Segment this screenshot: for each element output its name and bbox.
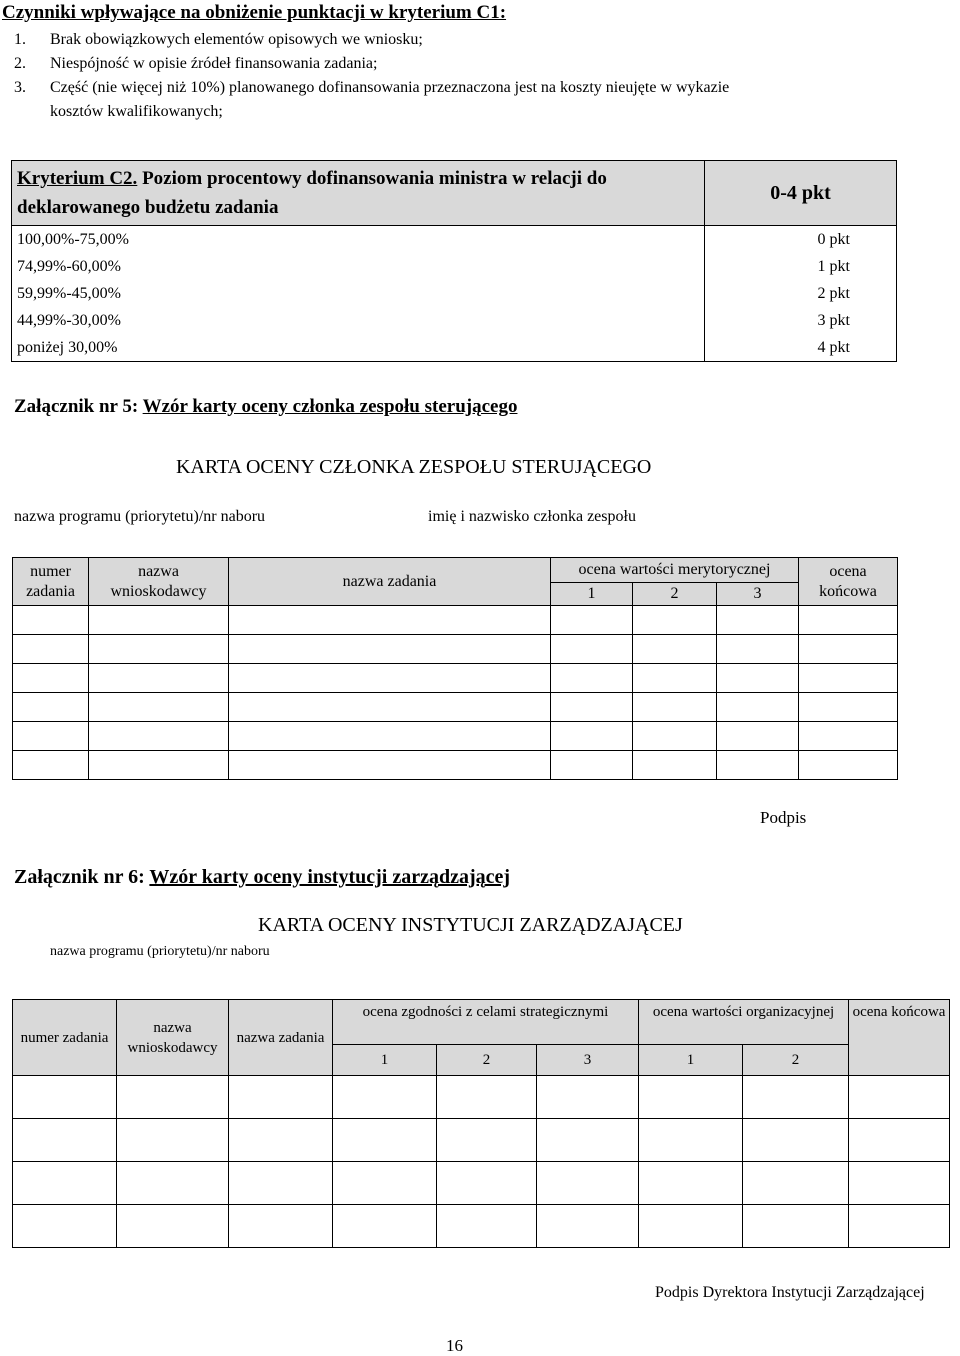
c2-points-cell: 4 pkt	[705, 334, 897, 362]
table-row	[12, 307, 897, 334]
table-row	[12, 226, 897, 254]
table-row	[12, 334, 897, 362]
table-cell[interactable]	[639, 1205, 743, 1248]
c2-range-cell: 100,00%-75,00%	[12, 226, 705, 254]
table-cell[interactable]	[633, 693, 717, 722]
z5-card-title: KARTA OCENY CZŁONKA ZESPOŁU STERUJĄCEGO	[176, 456, 652, 478]
table-cell[interactable]	[799, 635, 898, 664]
table-cell[interactable]	[229, 693, 551, 722]
table-cell[interactable]	[717, 635, 799, 664]
table-cell[interactable]	[13, 635, 89, 664]
table-cell[interactable]	[13, 1119, 117, 1162]
z6-col-zadanie: nazwa zadania	[229, 1000, 333, 1076]
c2-range-cell: poniżej 30,00%	[12, 334, 705, 362]
list-item-continuation: kosztów kwalifikowanych;	[50, 103, 223, 120]
table-cell[interactable]	[229, 751, 551, 780]
table-cell[interactable]	[13, 751, 89, 780]
z6-col-zgodnosc: ocena zgodności z celami strategicznymi	[333, 1000, 639, 1045]
table-cell[interactable]	[551, 722, 633, 751]
table-row	[13, 664, 898, 693]
z5-col-zadanie: nazwa zadania	[229, 558, 551, 606]
table-cell[interactable]	[89, 693, 229, 722]
c2-points-cell: 2 pkt	[705, 280, 897, 307]
table-cell[interactable]	[333, 1076, 437, 1119]
table-cell[interactable]	[13, 693, 89, 722]
table-cell[interactable]	[799, 722, 898, 751]
table-cell[interactable]	[537, 1076, 639, 1119]
table-cell[interactable]	[551, 751, 633, 780]
z6-sub-zgodnosc-3: 3	[537, 1045, 639, 1076]
table-cell[interactable]	[13, 1162, 117, 1205]
z5-signature-label: Podpis	[760, 808, 807, 827]
table-cell[interactable]	[743, 1162, 849, 1205]
list-item-text: Niespójność w opisie źródeł finansowania zadania;	[50, 55, 378, 72]
table-cell[interactable]	[849, 1205, 950, 1248]
list-item	[14, 28, 914, 52]
table-cell[interactable]	[229, 1205, 333, 1248]
table-cell[interactable]	[117, 1076, 229, 1119]
table-cell[interactable]	[717, 751, 799, 780]
list-item-text: Część (nie więcej niż 10%) planowanego dofinansowania przeznaczona jest na koszty nieujęte w wykazie	[50, 79, 730, 96]
table-cell[interactable]	[743, 1119, 849, 1162]
table-cell[interactable]	[551, 635, 633, 664]
z6-heading-prefix: Załącznik nr 6:	[14, 866, 150, 888]
c2-points-cell: 3 pkt	[705, 307, 897, 334]
z6-sub-zgodnosc-1: 1	[333, 1045, 437, 1076]
z6-heading-title: Wzór karty oceny instytucji zarządzającej	[149, 866, 511, 888]
table-cell[interactable]	[229, 722, 551, 751]
c2-range-cell: 44,99%-30,00%	[12, 307, 705, 334]
z5-col-numer: numer zadania	[13, 558, 89, 606]
c1-list	[14, 28, 914, 124]
list-item-number: 1.	[14, 31, 26, 48]
z5-heading-prefix: Załącznik nr 5:	[14, 396, 143, 417]
z5-col-wnioskodawca: nazwa wnioskodawcy	[89, 558, 229, 606]
z5-sub-2: 2	[633, 583, 717, 606]
table-cell[interactable]	[229, 1076, 333, 1119]
table-row	[13, 1076, 950, 1119]
z6-col-numer: numer zadania	[13, 1000, 117, 1076]
table-row	[13, 722, 898, 751]
table-cell[interactable]	[639, 1119, 743, 1162]
table-cell[interactable]	[89, 722, 229, 751]
table-cell[interactable]	[537, 1119, 639, 1162]
c2-range-cell: 59,99%-45,00%	[12, 280, 705, 307]
table-cell[interactable]	[229, 664, 551, 693]
table-cell[interactable]	[13, 606, 89, 635]
c2-criteria-table	[11, 160, 897, 362]
page-number: 16	[446, 1336, 463, 1355]
table-cell[interactable]	[437, 1205, 537, 1248]
table-cell[interactable]	[229, 635, 551, 664]
z5-sub-1: 1	[551, 583, 633, 606]
table-cell[interactable]	[537, 1162, 639, 1205]
table-cell[interactable]	[743, 1205, 849, 1248]
table-cell[interactable]	[229, 1162, 333, 1205]
table-cell[interactable]	[799, 693, 898, 722]
table-cell[interactable]	[717, 722, 799, 751]
table-cell[interactable]	[639, 1076, 743, 1119]
z6-heading	[14, 866, 510, 889]
c2-points-cell: 0 pkt	[705, 226, 897, 254]
z5-evaluation-table	[12, 557, 898, 780]
z6-col-koncowa: ocena końcowa	[849, 1000, 950, 1076]
table-cell[interactable]	[849, 1162, 950, 1205]
table-cell[interactable]	[333, 1205, 437, 1248]
list-item	[14, 76, 914, 100]
c2-title-label: Kryterium C2.	[17, 168, 138, 189]
z6-sub-organizacyjna-2: 2	[743, 1045, 849, 1076]
table-cell[interactable]	[717, 664, 799, 693]
table-row	[13, 606, 898, 635]
table-cell[interactable]	[117, 1119, 229, 1162]
list-item-number: 3.	[14, 79, 26, 96]
z5-member-label: imię i nazwisko członka zespołu	[428, 508, 636, 525]
list-item	[14, 52, 914, 76]
table-cell[interactable]	[437, 1162, 537, 1205]
table-cell[interactable]	[13, 1076, 117, 1119]
table-row	[12, 253, 897, 280]
table-cell[interactable]	[13, 1205, 117, 1248]
list-item-number: 2.	[14, 55, 26, 72]
table-row	[13, 635, 898, 664]
table-cell[interactable]	[633, 606, 717, 635]
table-cell[interactable]	[799, 751, 898, 780]
table-cell[interactable]	[89, 664, 229, 693]
z6-sub-zgodnosc-2: 2	[437, 1045, 537, 1076]
table-cell[interactable]	[849, 1076, 950, 1119]
table-cell[interactable]	[13, 722, 89, 751]
z6-evaluation-table	[12, 999, 950, 1248]
table-cell[interactable]	[117, 1162, 229, 1205]
z5-program-label: nazwa programu (priorytetu)/nr naboru	[14, 508, 266, 525]
table-cell[interactable]	[717, 606, 799, 635]
table-cell[interactable]	[849, 1119, 950, 1162]
table-cell[interactable]	[633, 635, 717, 664]
c2-points-cell: 1 pkt	[705, 253, 897, 280]
table-cell[interactable]	[437, 1076, 537, 1119]
table-cell[interactable]	[89, 606, 229, 635]
table-row	[13, 1205, 950, 1248]
table-row	[13, 751, 898, 780]
table-row	[13, 693, 898, 722]
z6-col-organizacyjna: ocena wartości organizacyjnej	[639, 1000, 849, 1045]
c2-range-cell: 74,99%-60,00%	[12, 253, 705, 280]
table-cell[interactable]	[229, 606, 551, 635]
z5-header-row	[13, 558, 898, 583]
z5-heading	[14, 396, 517, 418]
table-cell[interactable]	[551, 664, 633, 693]
table-cell[interactable]	[551, 606, 633, 635]
z5-col-koncowa: ocena końcowa	[799, 558, 898, 606]
table-row	[12, 280, 897, 307]
table-cell[interactable]	[743, 1076, 849, 1119]
z6-header-row	[13, 1000, 950, 1045]
z5-heading-title: Wzór karty oceny członka zespołu sterującego	[142, 396, 518, 417]
table-cell[interactable]	[333, 1162, 437, 1205]
table-row	[13, 1162, 950, 1205]
table-cell[interactable]	[633, 751, 717, 780]
table-cell[interactable]	[717, 693, 799, 722]
z6-program-label: nazwa programu (priorytetu)/nr naboru	[50, 944, 270, 959]
table-cell[interactable]	[799, 664, 898, 693]
z5-col-merytoryczna: ocena wartości merytorycznej	[551, 558, 799, 583]
table-cell[interactable]	[229, 1119, 333, 1162]
table-cell[interactable]	[89, 751, 229, 780]
table-cell[interactable]	[633, 664, 717, 693]
table-cell[interactable]	[89, 635, 229, 664]
table-cell[interactable]	[799, 606, 898, 635]
z6-sub-organizacyjna-1: 1	[639, 1045, 743, 1076]
table-cell[interactable]	[13, 664, 89, 693]
c2-header-row	[12, 161, 897, 226]
table-cell[interactable]	[117, 1205, 229, 1248]
table-cell[interactable]	[333, 1119, 437, 1162]
z6-col-wnioskodawca: nazwa wnioskodawcy	[117, 1000, 229, 1076]
table-row	[13, 1119, 950, 1162]
z5-sub-3: 3	[717, 583, 799, 606]
table-cell[interactable]	[537, 1205, 639, 1248]
table-cell[interactable]	[639, 1162, 743, 1205]
c2-points-header: 0-4 pkt	[705, 161, 897, 226]
table-cell[interactable]	[551, 693, 633, 722]
z6-card-title: KARTA OCENY INSTYTUCJI ZARZĄDZAJĄCEJ	[258, 914, 683, 936]
c2-title-cell	[12, 161, 705, 226]
list-item-text: Brak obowiązkowych elementów opisowych we wniosku;	[50, 31, 423, 48]
table-cell[interactable]	[633, 722, 717, 751]
table-cell[interactable]	[437, 1119, 537, 1162]
c2-title-text: Poziom procentowy dofinansowania ministra w relacji do deklarowanego budżetu zadania	[17, 168, 607, 218]
z6-signature-label: Podpis Dyrektora Instytucji Zarządzającej	[655, 1284, 925, 1301]
c1-heading: Czynniki wpływające na obniżenie punktacji w kryterium C1:	[2, 2, 507, 23]
